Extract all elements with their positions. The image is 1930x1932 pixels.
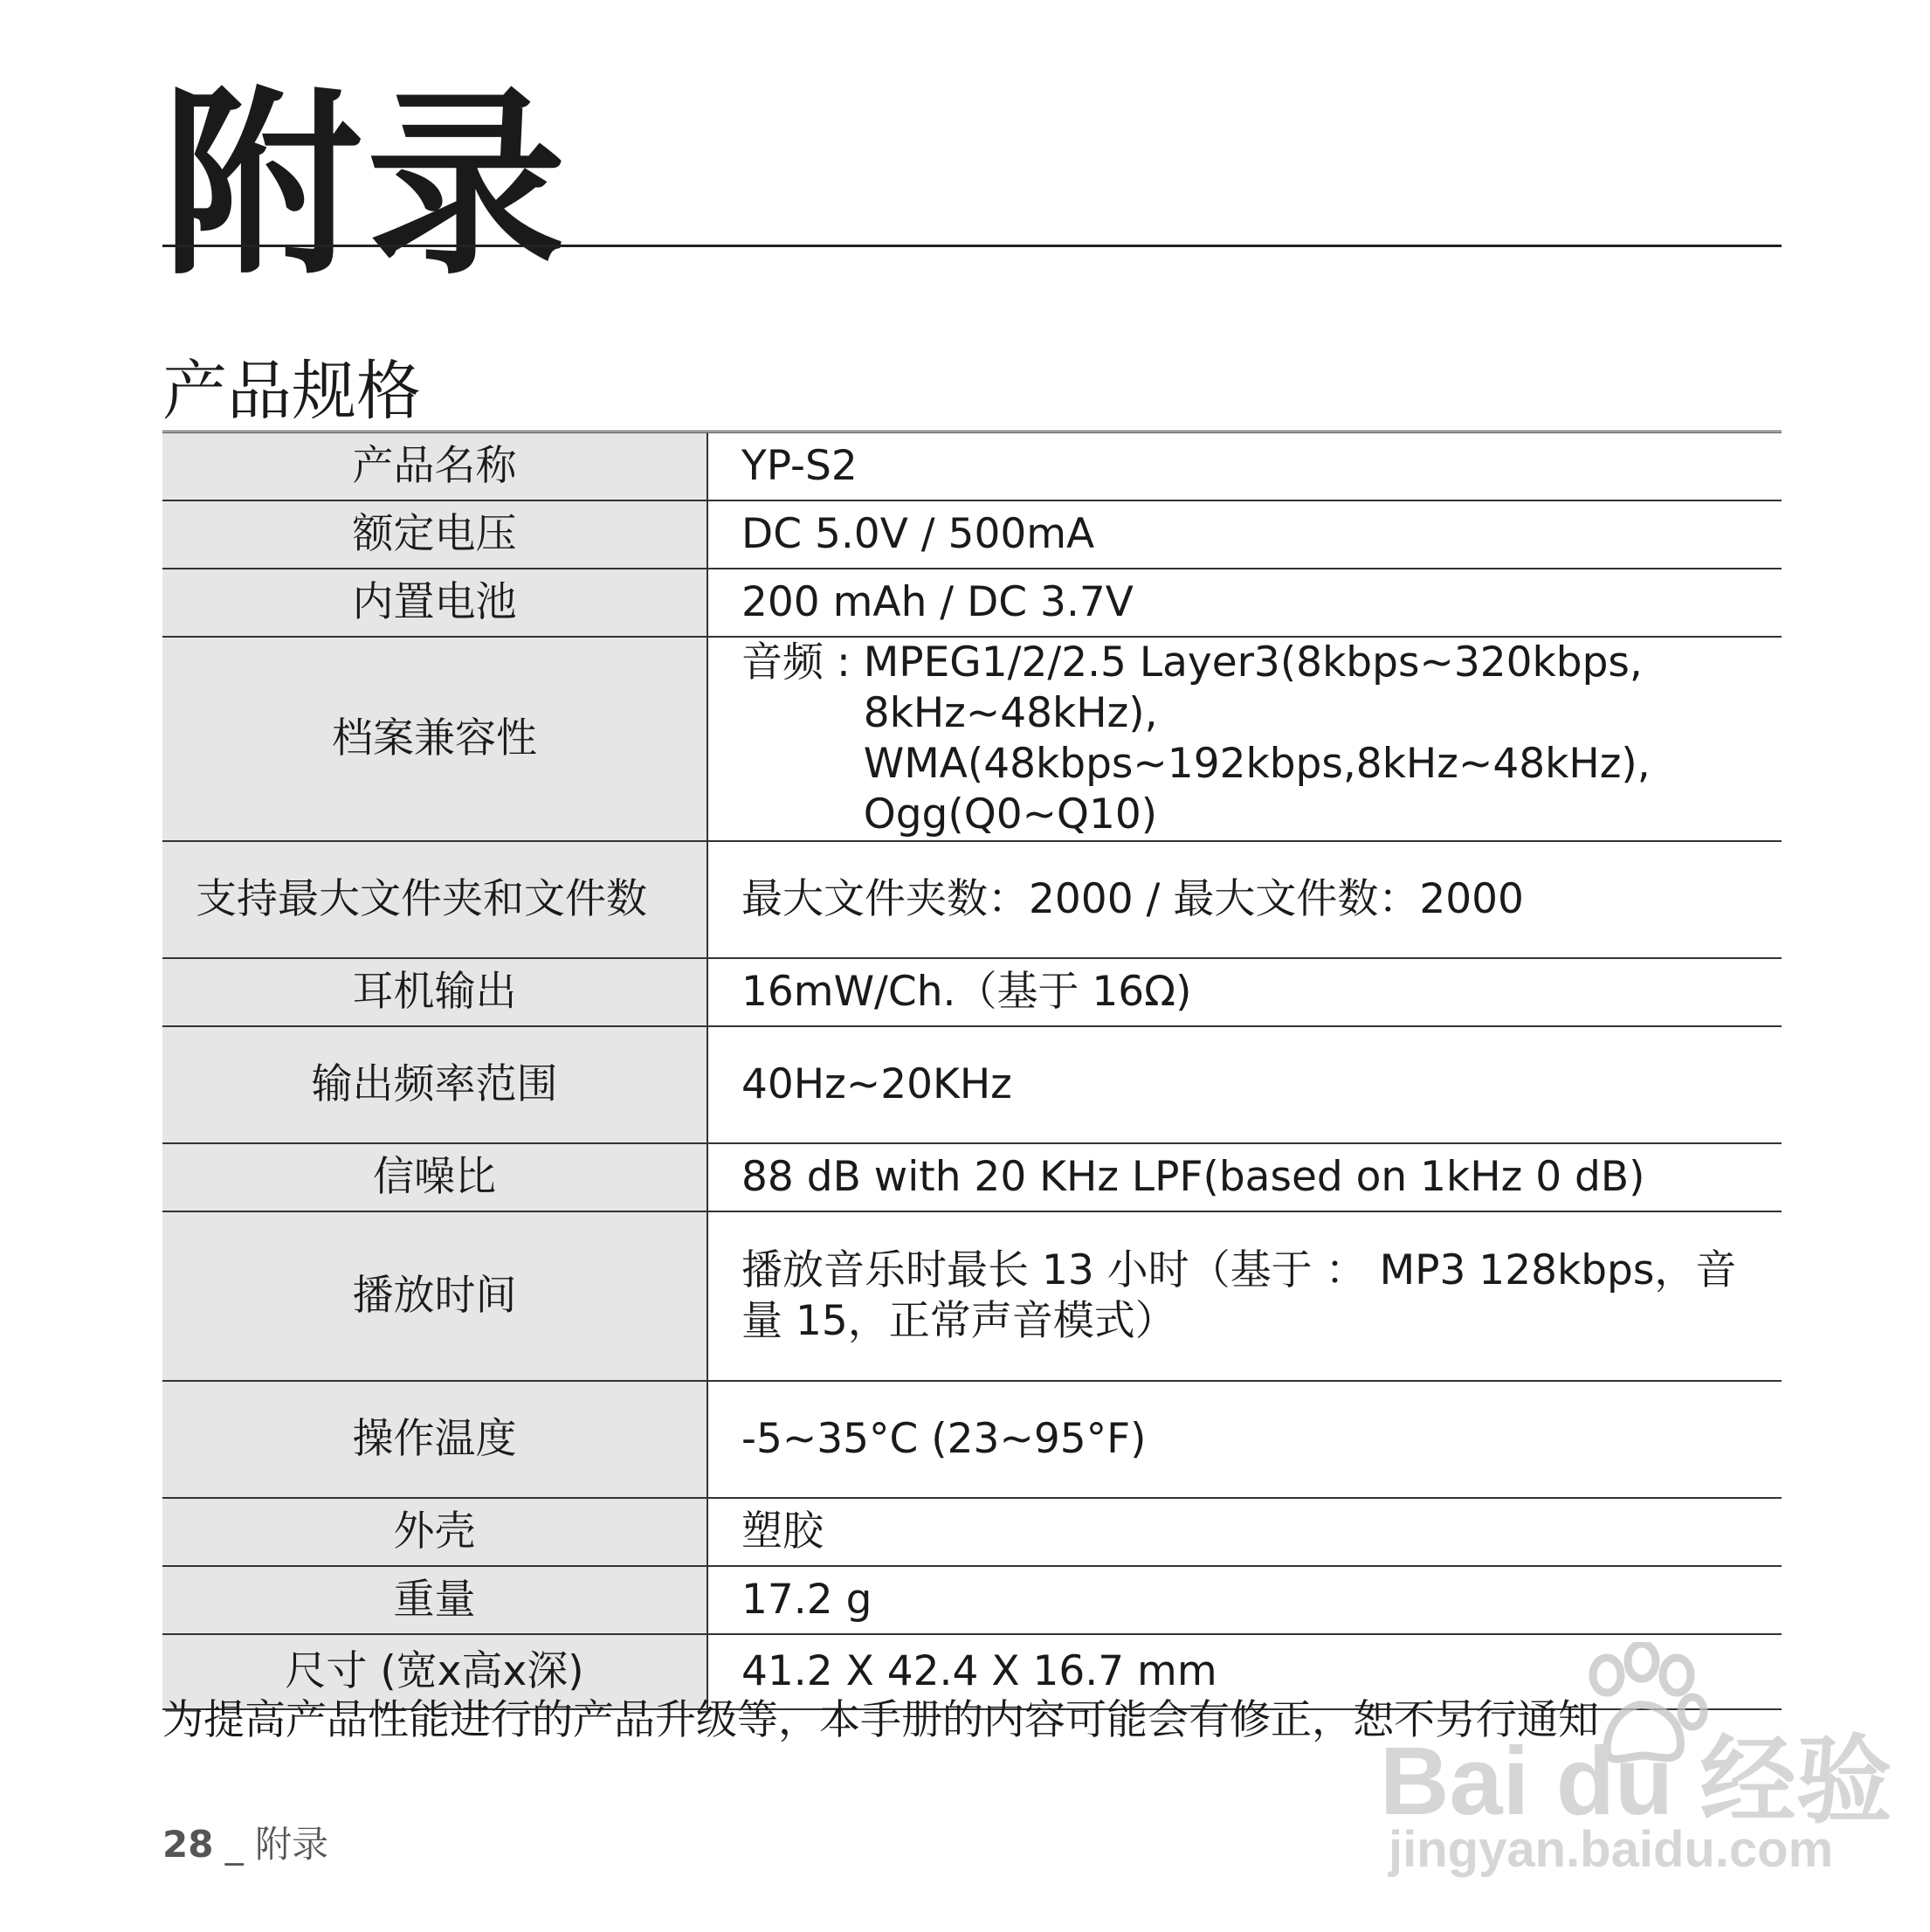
spec-label: 产品名称 bbox=[162, 432, 707, 500]
spec-value: 88 dB with 20 KHz LPF(based on 1kHz 0 dB) bbox=[707, 1143, 1782, 1211]
page-title: 附录 bbox=[162, 69, 571, 301]
section-title: 产品规格 bbox=[162, 354, 421, 429]
spec-label: 信噪比 bbox=[162, 1143, 707, 1211]
spec-label: 输出频率范围 bbox=[162, 1026, 707, 1143]
spec-label: 耳机输出 bbox=[162, 958, 707, 1026]
table-row bbox=[162, 1143, 1782, 1211]
audio-format-prefix: 音频 : bbox=[741, 638, 864, 687]
watermark-brand: Bai du 经验 bbox=[1380, 1728, 1892, 1835]
spec-value: 200 mAh / DC 3.7V bbox=[707, 569, 1782, 637]
page-number: 28 bbox=[162, 1823, 214, 1866]
table-row bbox=[162, 637, 1782, 841]
spec-value: 播放音乐时最长 13 小时（基于 ： MP3 128kbps，音量 15，正常声音模式） bbox=[707, 1211, 1782, 1381]
page-footer bbox=[162, 1822, 328, 1867]
table-row bbox=[162, 432, 1782, 500]
table-row bbox=[162, 958, 1782, 1026]
spec-value bbox=[707, 637, 1782, 841]
spec-value: 16mW/Ch.（基于 16Ω) bbox=[707, 958, 1782, 1026]
spec-value: 最大文件夹数：2000 / 最大文件数：2000 bbox=[707, 841, 1782, 958]
spec-value: 40Hz~20KHz bbox=[707, 1026, 1782, 1143]
table-row bbox=[162, 1381, 1782, 1498]
footer-separator: _ bbox=[213, 1823, 256, 1866]
table-row bbox=[162, 1026, 1782, 1143]
spec-label: 重量 bbox=[162, 1566, 707, 1634]
table-row bbox=[162, 1498, 1782, 1566]
spec-value: 17.2 g bbox=[707, 1566, 1782, 1634]
table-row bbox=[162, 1211, 1782, 1381]
spec-value: 41.2 X 42.4 X 16.7 mm bbox=[707, 1634, 1782, 1709]
table-row bbox=[162, 569, 1782, 637]
spec-label: 尺寸 (宽x高x深) bbox=[162, 1634, 707, 1709]
spec-value: 塑胶 bbox=[707, 1498, 1782, 1566]
spec-table bbox=[162, 431, 1782, 1710]
spec-value: -5~35°C (23~95°F) bbox=[707, 1381, 1782, 1498]
spec-label: 播放时间 bbox=[162, 1211, 707, 1381]
spec-value: DC 5.0V / 500mA bbox=[707, 500, 1782, 569]
spec-label: 档案兼容性 bbox=[162, 637, 707, 841]
audio-format-list: MPEG1/2/2.5 Layer3(8kbps~320kbps, 8kHz~48kHz), WMA(48kbps~192kbps,8kHz~48kHz), Ogg(Q0~Q10) bbox=[863, 638, 1651, 838]
title-divider bbox=[162, 245, 1782, 247]
watermark-url: jingyan.baidu.com bbox=[1389, 1821, 1834, 1878]
table-row bbox=[162, 841, 1782, 958]
spec-label: 操作温度 bbox=[162, 1381, 707, 1498]
spec-label: 外壳 bbox=[162, 1498, 707, 1566]
footer-section: 附录 bbox=[255, 1823, 329, 1866]
spec-label: 支持最大文件夹和文件数 bbox=[162, 841, 707, 958]
spec-label: 内置电池 bbox=[162, 569, 707, 637]
table-row bbox=[162, 500, 1782, 569]
footnote: 为提高产品性能进行的产品升级等，本手册的内容可能会有修正，恕不另行通知 bbox=[162, 1696, 1599, 1744]
spec-label: 额定电压 bbox=[162, 500, 707, 569]
table-row bbox=[162, 1566, 1782, 1634]
spec-value: YP-S2 bbox=[707, 432, 1782, 500]
